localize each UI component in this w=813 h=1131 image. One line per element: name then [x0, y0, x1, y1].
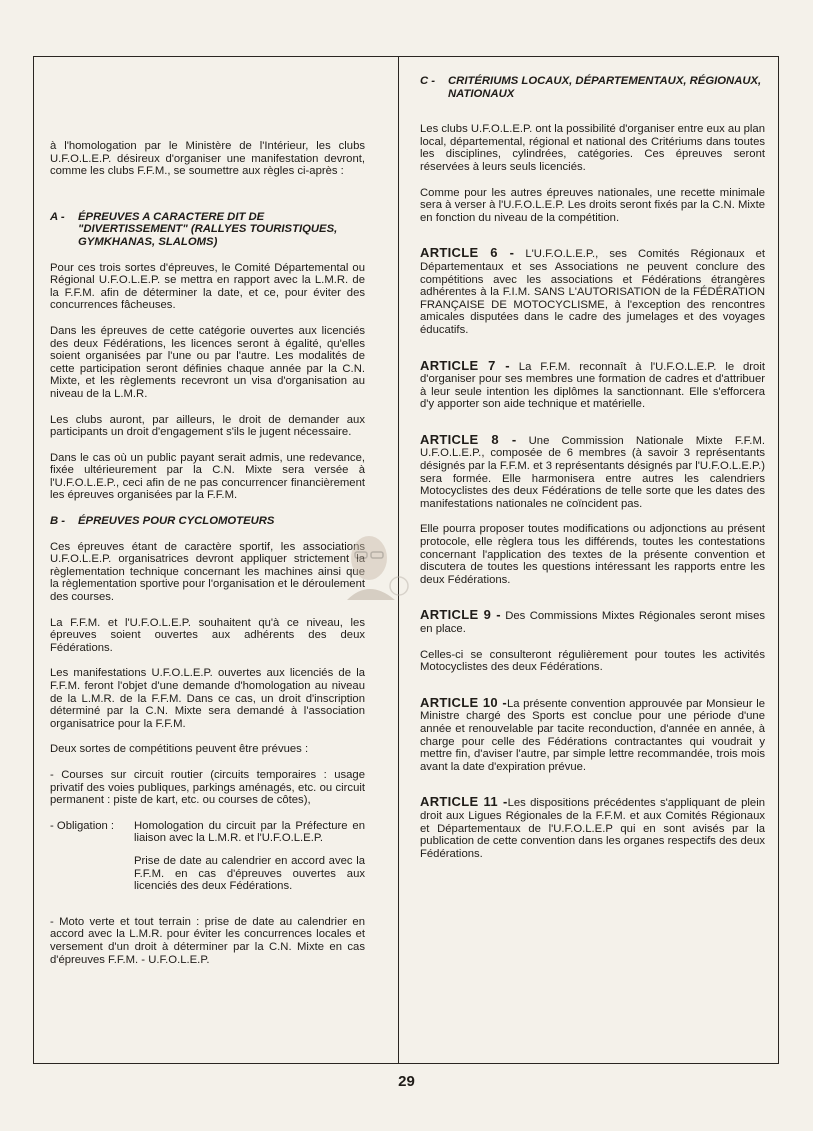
- article-8-label: ARTICLE 8 -: [420, 431, 517, 447]
- article-9: [420, 609, 765, 635]
- right-column: [420, 75, 765, 873]
- article-8-text: Une Commission Nationale Mixte F.F.M. U.F.O.L.E.P., composée de 6 membres (à savoir 3 représentants désignés par la F.F.M. et 3 représentants désignés par l'U.F.O.L.E.P.) sera formée. Elle harmonisera entre autres les calendriers Motocyclistes des deux Fédérations de telle sorte que les dates des manifestations nationales ne coïncident pas.: [420, 434, 765, 510]
- article-7-text: La F.F.M. reconnaît à l'U.F.O.L.E.P. le droit d'organiser pour ses membres une formation de cadres et d'attribuer à leur seule intention les diplômes la sanctionnant. Elle s'efforcera d'y apporter son aide technique et matérielle.: [420, 360, 765, 411]
- article-6-label: ARTICLE 6 -: [420, 245, 515, 261]
- article-6: [420, 247, 765, 336]
- section-a-paragraph-1: Pour ces trois sortes d'épreuves, le Comité Départemental ou Régional U.F.O.L.E.P. se mettra en rapport avec la L.M.R. de la F.F.M. afin de déterminer la date, et ce, pour éviter des concurrences fâcheuses.: [50, 261, 365, 312]
- article-10-label: ARTICLE 10 -: [420, 694, 507, 710]
- article-9-paragraph-2: Celles-ci se consulteront régulièrement pour toutes les activités Motocyclistes des deux Fédérations.: [420, 648, 765, 674]
- section-b-paragraph-5: - Courses sur circuit routier (circuits temporaires : usage privatif des voies publiques, parkings aménagés, etc. ou circuit permanent : piste de kart, etc. ou courses de côtes),: [50, 768, 365, 807]
- article-7: [420, 357, 765, 411]
- section-b-paragraph-6: - Moto verte et tout terrain : prise de date au calendrier en accord avec la L.M.R. pour éviter les concurrences locales et versement d'un droit à déterminer par la C.N. Mixte en cas d'épreuves F.F.M. - U.F.O.L.E.P.: [50, 915, 365, 966]
- article-6-text: L'U.F.O.L.E.P., ses Comités Régionaux et Départementaux et ses Associations ne peuvent conclure des compétitions avec les associations et Fédérations étrangères adhérentes à la F.I.M. SANS L'AUTORISATION de la FÉDÉRATION FRANÇAISE DE MOTOCYCLISME, à l'exception des rencontres amicales disputées dans le cadre des jumelages et des voyages éducatifs.: [420, 248, 765, 336]
- article-7-label: ARTICLE 7 -: [420, 357, 510, 373]
- section-b-letter: B -: [50, 515, 66, 528]
- section-a-paragraph-3: Les clubs auront, par ailleurs, le droit de demander aux participants un droit d'engagement s'ils le jugent nécessaire.: [50, 413, 365, 439]
- section-a-title: ÉPREUVES A CARACTERE DIT DE "DIVERTISSEMENT" (RALLYES TOURISTIQUES, GYMKHANAS, SLALOMS): [78, 210, 338, 248]
- obligation-block: [50, 820, 365, 903]
- section-b-heading: [50, 515, 365, 528]
- faded-portrait-photo: [337, 528, 409, 600]
- article-9-label: ARTICLE 9 -: [420, 607, 501, 623]
- section-a-paragraph-4: Dans le cas où un public payant serait admis, une redevance, fixée ultérieurement par la C.N. Mixte sera versée à l'U.F.O.L.E.P., ceci afin de ne pas concurrencer financièrement les épreuves organisées par la F.F.M.: [50, 451, 365, 502]
- obligation-label: - Obligation :: [50, 819, 115, 832]
- section-b-paragraph-4: Deux sortes de compétitions peuvent être prévues :: [50, 743, 309, 756]
- intro-paragraph: à l'homologation par le Ministère de l'Intérieur, les clubs U.F.O.L.E.P. désireux d'organiser une manifestation devront, comme les clubs F.F.M., se soumettre aux règles ci-après :: [50, 140, 365, 178]
- section-a-letter: A -: [50, 210, 65, 223]
- section-a-heading: [50, 211, 365, 249]
- section-c-letter: C -: [420, 75, 436, 87]
- page-number: 29: [398, 1073, 415, 1090]
- article-9-text: Des Commissions Mixtes Régionales seront mises en place.: [420, 610, 765, 635]
- section-b-paragraph-3: Les manifestations U.F.O.L.E.P. ouvertes aux licenciés de la F.F.M. feront l'objet d'une demande d'homologation au niveau de la L.M.R. de la F.F.M. Dans ce cas, un droit d'inscription déterminé par la C.N. Mixte sera demandé à l'association organisatrice pour la F.F.M.: [50, 667, 365, 730]
- article-8: [420, 431, 765, 511]
- obligation-paragraph-1: Homologation du circuit par la Préfecture en liaison avec la L.M.R. et l'U.F.O.L.E.P.: [134, 819, 365, 845]
- article-11-label: ARTICLE 11 -: [420, 794, 508, 810]
- article-10-text: La présente convention approuvée par Monsieur le Ministre chargé des Sports est conclue pour une période d'une année et renouvelable par tacite reconduction, d'année en année, à charge pour celle des Fédérations contractantes qui voudrait y mettre fin, d'aviser l'autre, par simple lettre recommandée, trois mois avant la date d'expiration prévue.: [420, 697, 765, 773]
- section-c-paragraph-2: Comme pour les autres épreuves nationales, une recette minimale sera à verser à l'U.F.O.L.E.P. Les droits seront fixés par la C.N. Mixte en fonction du niveau de la compétition.: [420, 186, 765, 224]
- section-b-paragraph-2: La F.F.M. et l'U.F.O.L.E.P. souhaitent qu'à ce niveau, les épreuves soient ouvertes aux adhérents des deux Fédérations.: [50, 616, 365, 654]
- article-8-paragraph-2: Elle pourra proposer toutes modifications ou adjonctions au présent protocole, elle règlera tous les différends, toutes les contestations concernant l'application des textes de la présente convention et discutera de toutes les questions intéressant les rapports entre les deux Fédérations.: [420, 523, 765, 586]
- section-b-title: ÉPREUVES POUR CYCLOMOTEURS: [78, 515, 275, 528]
- article-11-text: Les dispositions précédentes s'appliquant de plein droit aux Ligues Régionales de la F.F.M. et aux Comités Régionaux et Départementaux de l'U.F.O.L.E.P qui en sont avisés par la publication de cette convention dans les organes respectifs des deux Fédérations.: [420, 797, 765, 860]
- left-column: [50, 140, 365, 979]
- article-10: [420, 694, 765, 774]
- section-c-title: CRITÉRIUMS LOCAUX, DÉPARTEMENTAUX, RÉGIONAUX, NATIONAUX: [448, 75, 762, 100]
- article-11: [420, 796, 765, 860]
- obligation-paragraph-2: Prise de date au calendrier en accord avec la F.F.M. en cas d'épreuves ouvertes aux licenciés des deux Fédérations.: [134, 854, 365, 893]
- section-c-heading: [420, 75, 765, 100]
- section-c-paragraph-1: Les clubs U.F.O.L.E.P. ont la possibilité d'organiser entre eux au plan local, départemental, régional et national des Critériums dans toutes les disciplines, cylindrées, catégories. Ces épreuves seront réservées à leurs seuls licenciés.: [420, 123, 765, 173]
- section-b-paragraph-1: Ces épreuves étant de caractère sportif, les associations U.F.O.L.E.P. organisatrices devront appliquer strictement la règlementation technique concernant les machines ainsi que la règlementation sportive pour l'organisation et le déroulement des courses.: [50, 540, 365, 604]
- section-a-paragraph-2: Dans les épreuves de cette catégorie ouvertes aux licenciés des deux Fédérations, les licences seront à égalité, qu'elles soient organisées par l'une ou par l'autre. Les modalités de cette participation seront définies chaque année par la C.N. Mixte, et les règlements recevront un visa d'organisation au niveau de la L.M.R.: [50, 324, 365, 400]
